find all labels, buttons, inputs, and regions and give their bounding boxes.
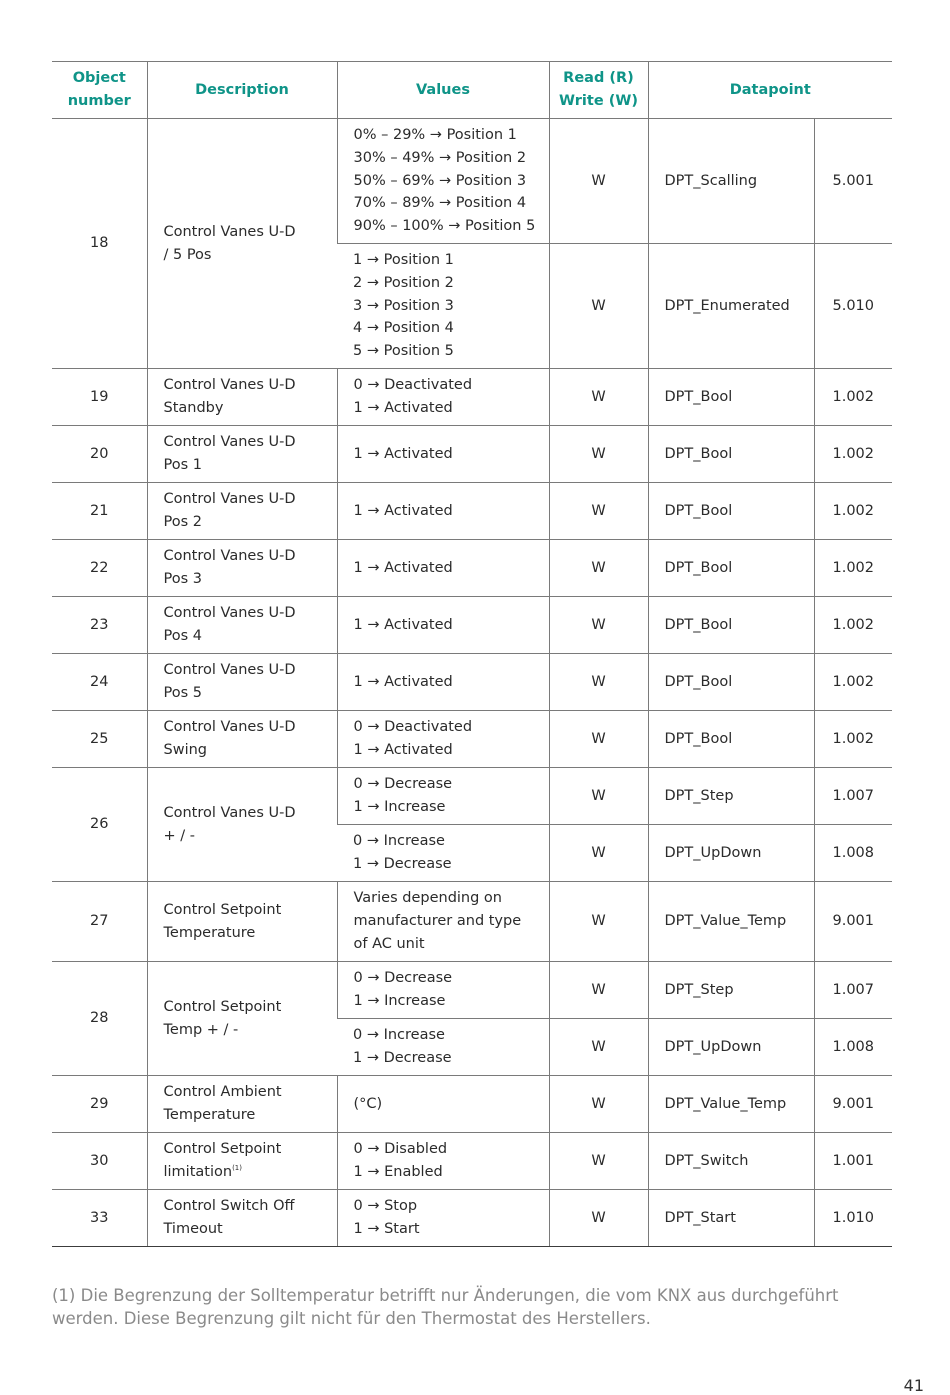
values-cell: 0% – 29% → Position 1 30% – 49% → Position 2 50% – 69% → Position 3 70% – 89% → Position 4 90% – 100% → Position 5 [337, 119, 549, 244]
header-values: Values [337, 62, 549, 119]
datapoint-code-cell: 1.002 [814, 711, 892, 768]
description-cell: Control Vanes U-D Pos 3 [147, 540, 337, 597]
read-write-cell: W [549, 483, 648, 540]
object-number-cell: 27 [52, 882, 147, 962]
datapoint-code-cell: 1.008 [814, 825, 892, 882]
description-cell: Control Vanes U-D Pos 1 [147, 426, 337, 483]
read-write-cell: W [549, 1076, 648, 1133]
description-cell: Control Vanes U-D Swing [147, 711, 337, 768]
datapoint-table [52, 61, 892, 1247]
table-row [52, 962, 892, 1019]
datapoint-type-cell: DPT_Bool [648, 654, 814, 711]
datapoint-code-cell: 1.010 [814, 1190, 892, 1247]
datapoint-type-cell: DPT_UpDown [648, 1019, 814, 1076]
datapoint-type-cell: DPT_Bool [648, 369, 814, 426]
read-write-cell: W [549, 825, 648, 882]
datapoint-code-cell: 1.007 [814, 962, 892, 1019]
description-cell: Control Vanes U-D Standby [147, 369, 337, 426]
datapoint-type-cell: DPT_Value_Temp [648, 882, 814, 962]
read-write-cell: W [549, 426, 648, 483]
table-row [52, 540, 892, 597]
header-datapoint: Datapoint [648, 62, 892, 119]
values-cell: 0 → Deactivated 1 → Activated [337, 711, 549, 768]
datapoint-code-cell: 1.001 [814, 1133, 892, 1190]
table-body [52, 119, 892, 1247]
datapoint-code-cell: 5.001 [814, 119, 892, 244]
values-cell: 0 → Deactivated 1 → Activated [337, 369, 549, 426]
values-cell: 1 → Activated [337, 540, 549, 597]
table-row [52, 768, 892, 825]
datapoint-type-cell: DPT_Bool [648, 540, 814, 597]
object-number-cell: 24 [52, 654, 147, 711]
table-row [52, 882, 892, 962]
datapoint-code-cell: 9.001 [814, 1076, 892, 1133]
datapoint-code-cell: 1.002 [814, 597, 892, 654]
object-number-cell: 26 [52, 768, 147, 882]
description-cell: Control Vanes U-D Pos 5 [147, 654, 337, 711]
datapoint-type-cell: DPT_Bool [648, 711, 814, 768]
object-number-cell: 18 [52, 119, 147, 369]
object-number-cell: 33 [52, 1190, 147, 1247]
description-cell: Control Vanes U-D Pos 2 [147, 483, 337, 540]
object-number-cell: 25 [52, 711, 147, 768]
table-row [52, 1076, 892, 1133]
table-row [52, 426, 892, 483]
values-cell: 0 → Decrease 1 → Increase [337, 962, 549, 1019]
datapoint-type-cell: DPT_Switch [648, 1133, 814, 1190]
read-write-cell: W [549, 1190, 648, 1247]
header-description: Description [147, 62, 337, 119]
datapoint-code-cell: 1.002 [814, 426, 892, 483]
object-number-cell: 19 [52, 369, 147, 426]
header-object-number: Object number [52, 62, 147, 119]
table-row [52, 711, 892, 768]
read-write-cell: W [549, 768, 648, 825]
datapoint-code-cell: 1.002 [814, 654, 892, 711]
datapoint-type-cell: DPT_Scalling [648, 119, 814, 244]
read-write-cell: W [549, 654, 648, 711]
object-number-cell: 21 [52, 483, 147, 540]
values-cell: 0 → Decrease 1 → Increase [337, 768, 549, 825]
datapoint-type-cell: DPT_Step [648, 962, 814, 1019]
datapoint-code-cell: 1.008 [814, 1019, 892, 1076]
datapoint-type-cell: DPT_Value_Temp [648, 1076, 814, 1133]
datapoint-code-cell: 1.002 [814, 540, 892, 597]
read-write-cell: W [549, 711, 648, 768]
table-row [52, 1133, 892, 1190]
values-cell: 0 → Stop 1 → Start [337, 1190, 549, 1247]
read-write-cell: W [549, 119, 648, 244]
read-write-cell: W [549, 540, 648, 597]
description-cell: Control Vanes U-D / 5 Pos [147, 119, 337, 369]
read-write-cell: W [549, 244, 648, 369]
values-cell: 1 → Activated [337, 654, 549, 711]
datapoint-type-cell: DPT_Enumerated [648, 244, 814, 369]
description-cell: Control Vanes U-D Pos 4 [147, 597, 337, 654]
footnote: (1) Die Begrenzung der Solltemperatur betrifft nur Änderungen, die vom KNX aus durchgeführt werden. Diese Begrenzung gilt nicht für den Thermostat des Herstellers. [52, 1286, 839, 1328]
datapoint-code-cell: 1.002 [814, 369, 892, 426]
values-cell: 1 → Activated [337, 426, 549, 483]
table-row [52, 483, 892, 540]
description-cell: Control Setpoint Temperature [147, 882, 337, 962]
description-cell: Control Vanes U-D + / - [147, 768, 337, 882]
description-cell: Control Switch Off Timeout [147, 1190, 337, 1247]
datapoint-type-cell: DPT_Step [648, 768, 814, 825]
datapoint-code-cell: 1.007 [814, 768, 892, 825]
read-write-cell: W [549, 882, 648, 962]
page-number: 41 [903, 1376, 924, 1395]
table-row [52, 1190, 892, 1247]
read-write-cell: W [549, 1133, 648, 1190]
table-row [52, 654, 892, 711]
object-number-cell: 30 [52, 1133, 147, 1190]
values-cell: (°C) [337, 1076, 549, 1133]
description-cell: Control Setpoint limitation$^{(1)}$ [147, 1133, 337, 1190]
datapoint-code-cell: 5.010 [814, 244, 892, 369]
values-cell: 0 → Disabled 1 → Enabled [337, 1133, 549, 1190]
datapoint-type-cell: DPT_Bool [648, 426, 814, 483]
datapoint-type-cell: DPT_Bool [648, 483, 814, 540]
datapoint-code-cell: 1.002 [814, 483, 892, 540]
read-write-cell: W [549, 369, 648, 426]
values-cell: 1 → Position 1 2 → Position 2 3 → Position 3 4 → Position 4 5 → Position 5 [337, 244, 549, 369]
object-number-cell: 22 [52, 540, 147, 597]
values-cell: 0 → Increase 1 → Decrease [337, 825, 549, 882]
values-cell: 0 → Increase 1 → Decrease [337, 1019, 549, 1076]
object-number-cell: 28 [52, 962, 147, 1076]
datapoint-type-cell: DPT_Bool [648, 597, 814, 654]
header-read-write: Read (R) Write (W) [549, 62, 648, 119]
read-write-cell: W [549, 597, 648, 654]
header-row [52, 62, 892, 119]
datapoint-code-cell: 9.001 [814, 882, 892, 962]
read-write-cell: W [549, 1019, 648, 1076]
description-cell: Control Setpoint Temp + / - [147, 962, 337, 1076]
datapoint-type-cell: DPT_Start [648, 1190, 814, 1247]
datapoint-type-cell: DPT_UpDown [648, 825, 814, 882]
description-cell: Control Ambient Temperature [147, 1076, 337, 1133]
object-number-cell: 20 [52, 426, 147, 483]
read-write-cell: W [549, 962, 648, 1019]
object-number-cell: 23 [52, 597, 147, 654]
values-cell: 1 → Activated [337, 597, 549, 654]
values-cell: Varies depending on manufacturer and type of AC unit [337, 882, 549, 962]
object-number-cell: 29 [52, 1076, 147, 1133]
table-row [52, 597, 892, 654]
values-cell: 1 → Activated [337, 483, 549, 540]
table-row [52, 369, 892, 426]
table-row [52, 119, 892, 244]
footnote-marker: (1) [232, 1164, 242, 1172]
